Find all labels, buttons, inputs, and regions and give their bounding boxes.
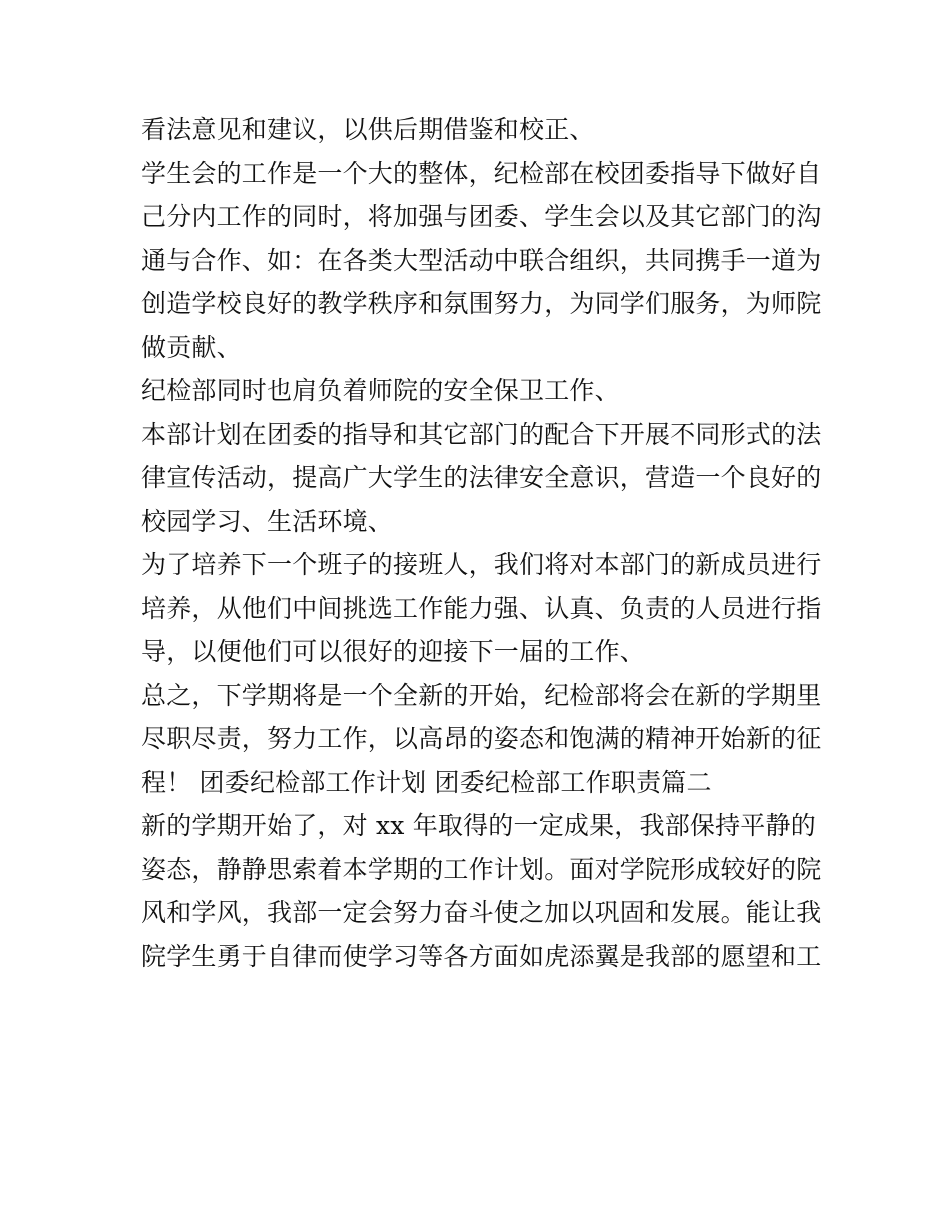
text-line: 创造学校良好的教学秩序和氛围努力，为同学们服务，为师院 [141, 289, 822, 318]
text-line: 培养，从他们中间挑选工作能力强、认真、负责的人员进行指 [141, 593, 822, 623]
text-line: 做贡献、 [141, 332, 242, 362]
text-line: 学生会的工作是一个大的整体，纪检部在校团委指导下做好自 [141, 158, 822, 188]
text-line: 新的学期开始了，对 xx 年取得的一定成果，我部保持平静的 [141, 811, 816, 840]
text-line: 律宣传活动，提高广大学生的法律安全意识，营造一个良好的 [141, 463, 822, 492]
text-line: 总之，下学期将是一个全新的开始，纪检部将会在新的学期里 [141, 680, 822, 710]
text-line: 风和学风，我部一定会努力奋斗使之加以巩固和发展。能让我 [141, 898, 822, 927]
text-line: 通与合作、如：在各类大型活动中联合组织，共同携手一道为 [141, 245, 822, 275]
text-line: 校园学习、生活环境、 [141, 506, 394, 536]
text-line: 导，以便他们可以很好的迎接下一届的工作、 [141, 637, 646, 666]
text-line: 本部计划在团委的指导和其它部门的配合下开展不同形式的法 [141, 419, 822, 449]
section-heading-line: 程！ 团委纪检部工作计划 团委纪检部工作职责篇二 [141, 767, 712, 797]
text-line: 为了培养下一个班子的接班人，我们将对本部门的新成员进行 [141, 550, 822, 579]
text-line: 院学生勇于自律而使学习等各方面如虎添翼是我部的愿望和工 [141, 941, 822, 971]
text-line: 尽职尽责，努力工作，以高昂的姿态和饱满的精神开始新的征 [141, 724, 822, 753]
text-line: 纪检部同时也肩负着师院的安全保卫工作、 [141, 376, 620, 405]
document-body [141, 108, 821, 978]
text-line: 看法意见和建议，以供后期借鉴和校正、 [141, 115, 595, 144]
text-line: 姿态，静静思索着本学期的工作计划。面对学院形成较好的院 [141, 854, 822, 884]
text-line: 己分内工作的同时，将加强与团委、学生会以及其它部门的沟 [141, 202, 822, 231]
